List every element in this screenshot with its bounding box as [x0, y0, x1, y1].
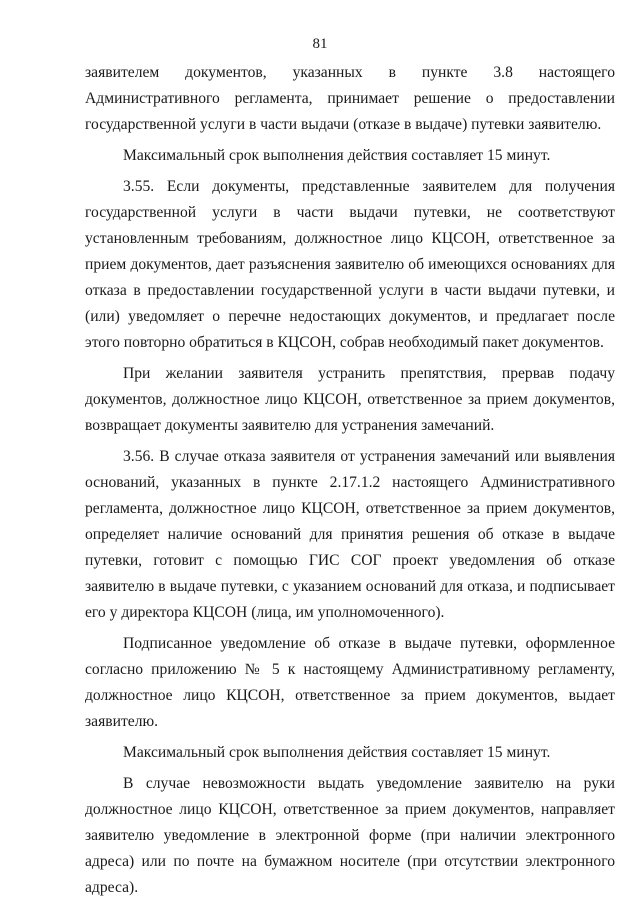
- document-body: [85, 60, 615, 901]
- paragraph-return-documents: При желании заявителя устранить препятствия, прервав подачу документов, должностное лицо КЦСОН, ответственное за прием документов, возвращает документы заявителю для устранения замечаний.: [85, 365, 615, 434]
- paragraph-3-56: 3.56. В случае отказа заявителя от устранения замечаний или выявления оснований, указанных в пункте 2.17.1.2 настоящего Административного регламента, должностное лицо КЦСОН, ответственное за прием документов, определяет наличие оснований для принятия решения об отказе в выдаче путевки, готовит с помощью ГИС СОГ проект уведомления об отказе заявителю в выдаче путевки, с указанием оснований для отказа, и подписывает его у директора КЦСОН (лица, им уполномоченного).: [85, 448, 615, 621]
- paragraph-time-limit: Максимальный срок выполнения действия составляет 15 минут.: [123, 147, 551, 164]
- paragraph-continuation: заявителем документов, указанных в пункте 3.8 настоящего Административного регламента, принимает решение о предоставлении государственной услуги в части выдачи (отказе в выдаче) путевки заявителю.: [85, 64, 615, 133]
- paragraph-time-limit-2: Максимальный срок выполнения действия составляет 15 минут.: [123, 744, 551, 761]
- paragraph-signed-notice: Подписанное уведомление об отказе в выдаче путевки, оформленное согласно приложению № 5 к настоящему Административному регламенту, должностное лицо КЦСОН, ответственное за прием документов, выдает заявителю.: [85, 635, 615, 730]
- page-number: 81: [312, 36, 328, 52]
- paragraph-electronic-delivery: В случае невозможности выдать уведомление заявителю на руки должностное лицо КЦСОН, ответственное за прием документов, направляет заявителю уведомление в электронной форме (при наличии электронного адреса) или по почте на бумажном носителе (при отсутствии электронного адреса).: [85, 775, 615, 896]
- paragraph-3-55: 3.55. Если документы, представленные заявителем для получения государственной услуги в части выдачи путевки, не соответствуют установленным требованиям, должностное лицо КЦСОН, ответственное за прием документов, дает разъяснения заявителю об имеющихся основаниях для отказа в предоставлении государственной услуги в части выдачи путевки, и (или) уведомляет о перечне недостающих документов, и предлагает после этого повторно обратиться в КЦСОН, собрав необходимый пакет документов.: [85, 178, 615, 351]
